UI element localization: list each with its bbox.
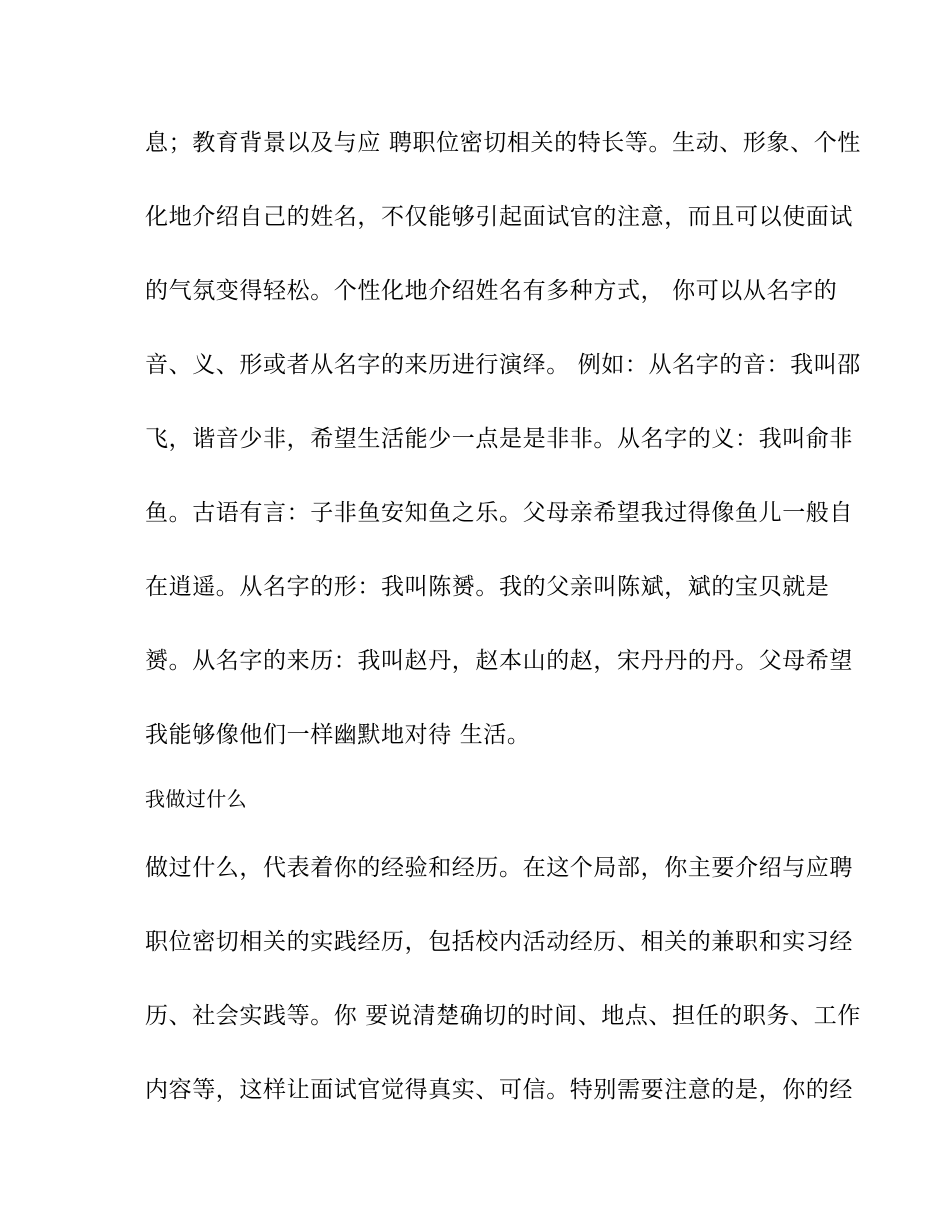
paragraph2-line-3: 历、社会实践等。你 要说清楚确切的时间、地点、担任的职务、工作 bbox=[145, 1003, 861, 1029]
paragraph2-line-4: 内容等，这样让面试官觉得真实、可信。特别需要注意的是，你的经 bbox=[145, 1077, 853, 1103]
paragraph1-line-5: 飞，谐音少非，希望生活能少一点是是非非。从名字的义：我叫俞非 bbox=[145, 426, 853, 452]
paragraph1-line-8: 赟。从名字的来历：我叫赵丹，赵本山的赵，宋丹丹的丹。父母希望 bbox=[145, 648, 853, 674]
paragraph2-line-2: 职位密切相关的实践经历，包括校内活动经历、相关的兼职和实习经 bbox=[145, 929, 853, 955]
paragraph1-line-3: 的气氛变得轻松。个性化地介绍姓名有多种方式， 你可以从名字的 bbox=[145, 278, 838, 304]
paragraph1-line-2: 化地介绍自己的姓名，不仅能够引起面试官的注意，而且可以使面试 bbox=[145, 204, 853, 230]
paragraph1-line-9: 我能够像他们一样幽默地对待 生活。 bbox=[145, 722, 531, 748]
paragraph1-line-6: 鱼。古语有言：子非鱼安知鱼之乐。父母亲希望我过得像鱼儿一般自 bbox=[145, 500, 853, 526]
paragraph1-line-7: 在逍遥。从名字的形：我叫陈赟。我的父亲叫陈斌，斌的宝贝就是 bbox=[145, 574, 830, 600]
section-heading: 我做过什么 bbox=[145, 787, 247, 811]
paragraph2-line-1: 做过什么，代表着你的经验和经历。在这个局部，你主要介绍与应聘 bbox=[145, 855, 853, 881]
paragraph1-line-1: 息；教育背景以及与应 聘职位密切相关的特长等。生动、形象、个性 bbox=[145, 130, 861, 156]
paragraph1-line-4: 音、义、形或者从名字的来历进行演绎。 例如：从名字的音：我叫邵 bbox=[145, 352, 861, 378]
